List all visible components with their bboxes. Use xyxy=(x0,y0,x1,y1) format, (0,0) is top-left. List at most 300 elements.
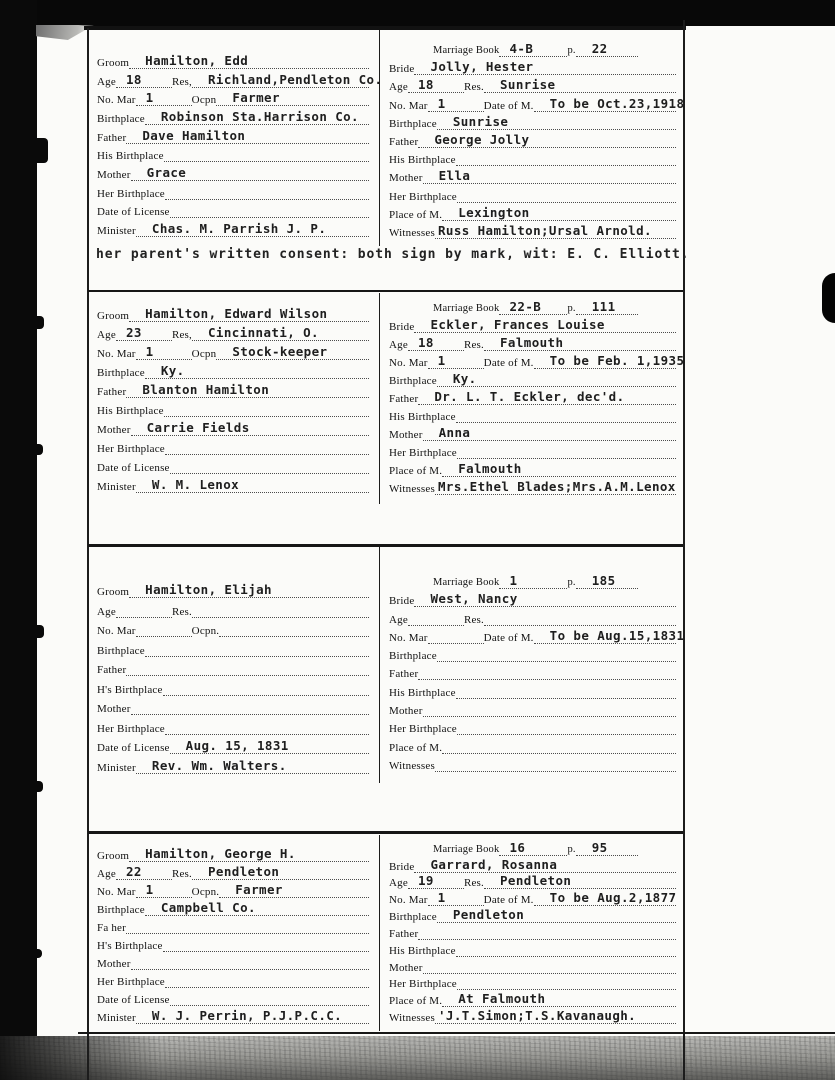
dotted-line xyxy=(145,645,369,657)
record-field-row xyxy=(389,58,676,75)
field-label: Res. xyxy=(171,868,192,880)
bride-column xyxy=(380,293,683,504)
record-field-row xyxy=(389,222,676,239)
dotted-line xyxy=(170,738,369,754)
dotted-line xyxy=(136,344,192,360)
field-value: Anna xyxy=(438,425,471,440)
field-label: Bride xyxy=(389,63,415,76)
dotted-line xyxy=(170,994,369,1006)
record-field-row xyxy=(389,718,676,735)
dotted-line xyxy=(428,353,484,369)
record-field-row xyxy=(97,145,369,162)
field-label: Minister xyxy=(97,224,136,237)
binding-mark xyxy=(0,781,43,792)
field-value: To be Oct.23,1918 xyxy=(549,95,685,111)
field-label: Father xyxy=(97,131,127,144)
edge-tab xyxy=(822,273,835,323)
field-label: His Birthplace xyxy=(389,154,456,167)
record-field-row xyxy=(97,438,369,455)
field-value: Farmer xyxy=(235,882,283,897)
record-field-row xyxy=(389,478,676,495)
field-label: Groom xyxy=(97,57,130,69)
record-field-row xyxy=(389,737,676,754)
field-value: Dave Hamilton xyxy=(142,127,246,143)
field-label: No. Mar xyxy=(389,99,428,112)
field-label: Witnesses xyxy=(389,226,435,239)
record-field-row xyxy=(389,167,676,184)
record-field-row xyxy=(97,201,369,218)
field-value: Pendleton xyxy=(452,907,525,923)
field-value: Sunrise xyxy=(500,77,556,93)
field-label: Father xyxy=(389,135,419,148)
dotted-line xyxy=(576,41,638,57)
record-field-row xyxy=(389,186,676,203)
dotted-line xyxy=(165,443,369,455)
dotted-line xyxy=(499,839,567,856)
dotted-line xyxy=(126,127,369,144)
dotted-line xyxy=(136,625,192,637)
record-field-row xyxy=(389,889,676,906)
record-field-row xyxy=(389,370,676,387)
dotted-line xyxy=(136,90,192,106)
dotted-line xyxy=(414,591,676,607)
record-field-row xyxy=(389,442,676,459)
dotted-line xyxy=(414,317,676,333)
field-value: Ella xyxy=(438,168,471,184)
record-field-row xyxy=(389,856,676,873)
record-field-row xyxy=(97,220,369,237)
field-value: Lexington xyxy=(458,204,530,220)
dotted-line xyxy=(418,668,676,680)
record-field-row xyxy=(97,419,369,436)
dotted-line xyxy=(216,344,369,360)
scan-top-edge xyxy=(0,0,835,26)
field-label: H's Birthplace xyxy=(97,940,163,952)
binding-mark xyxy=(0,316,44,329)
dotted-line xyxy=(116,606,172,618)
record-field-row xyxy=(97,183,369,200)
record-field-row xyxy=(97,164,369,181)
field-label: Date of M. xyxy=(483,631,534,644)
field-label: Witnesses xyxy=(389,1011,435,1024)
field-label: Ocpn xyxy=(191,94,217,107)
record-field-row xyxy=(389,204,676,221)
dotted-line xyxy=(219,625,369,637)
field-value: 18 xyxy=(417,77,434,93)
dotted-line xyxy=(145,363,369,379)
marriage-record-card xyxy=(89,547,683,783)
field-value: West, Nancy xyxy=(430,591,518,607)
field-label: Res, xyxy=(171,75,192,88)
field-label: Father xyxy=(97,664,127,677)
record-field-row xyxy=(389,957,676,974)
bride-column xyxy=(380,30,683,246)
dotted-line xyxy=(164,405,369,417)
field-label: His Birthplace xyxy=(389,686,456,699)
field-label: Ocpn xyxy=(191,348,217,360)
field-label: No. Mar xyxy=(389,631,428,644)
dotted-line xyxy=(192,864,369,880)
dotted-line xyxy=(129,846,369,862)
field-value: At Falmouth xyxy=(458,991,546,1007)
record-field-row xyxy=(389,424,676,441)
record-field-row xyxy=(389,131,676,148)
field-value: Falmouth xyxy=(500,335,564,350)
record-divider xyxy=(88,290,683,292)
marriage-record-card xyxy=(89,293,683,504)
field-value: 1 xyxy=(437,353,446,368)
dotted-line xyxy=(136,757,369,774)
record-field-row xyxy=(389,923,676,940)
groom-column xyxy=(89,547,380,783)
field-label: p. xyxy=(567,843,576,855)
field-label: Age xyxy=(97,605,116,618)
record-field-row xyxy=(97,640,369,657)
field-value: Robinson Sta.Harrison Co. xyxy=(160,108,359,124)
field-label: Bride xyxy=(389,321,415,333)
dotted-line xyxy=(192,71,383,88)
record-field-row xyxy=(97,581,369,598)
field-label: Place of M. xyxy=(389,208,443,221)
record-field-row xyxy=(389,316,676,333)
record-field-row xyxy=(97,381,369,398)
field-label: Birthplace xyxy=(389,911,437,924)
field-value: Ky. xyxy=(160,363,185,378)
dotted-line xyxy=(423,168,676,184)
record-field-row xyxy=(97,305,369,322)
record-frame-right xyxy=(683,20,685,1080)
field-value: Hamilton, Elijah xyxy=(145,582,272,597)
record-field-row xyxy=(389,95,685,112)
field-label: Bride xyxy=(389,595,415,608)
record-field-row xyxy=(97,971,369,988)
field-value: W. J. Perrin, P.J.P.C.C. xyxy=(151,1008,343,1023)
field-label: Birthplace xyxy=(97,367,145,379)
record-field-row xyxy=(389,906,676,923)
record-field-row xyxy=(389,700,676,717)
dotted-line xyxy=(136,220,369,237)
field-value: Pendleton xyxy=(500,873,572,889)
dotted-line xyxy=(163,684,369,696)
field-label: Ocpn. xyxy=(191,886,220,898)
dotted-line xyxy=(442,461,676,477)
record-field-row xyxy=(389,1007,676,1024)
field-label: Minister xyxy=(97,481,136,493)
dotted-line xyxy=(576,299,638,315)
dotted-line xyxy=(408,77,464,93)
field-value: Grace xyxy=(146,164,187,180)
dotted-line xyxy=(435,1007,676,1024)
record-field-row xyxy=(97,679,369,696)
dotted-line xyxy=(216,90,369,106)
field-label: p. xyxy=(567,577,576,588)
record-field-row xyxy=(389,113,676,130)
field-label: Mother xyxy=(389,172,423,185)
field-label: Age xyxy=(97,329,116,341)
field-label: Date of License xyxy=(97,742,170,755)
record-field-row xyxy=(97,127,369,144)
field-label: Res. xyxy=(463,81,484,94)
binding-mark xyxy=(0,949,42,958)
record-field-row xyxy=(389,406,676,423)
dotted-line xyxy=(414,856,676,873)
dotted-line xyxy=(437,650,676,662)
record-field-row xyxy=(389,940,676,957)
bride-column xyxy=(380,547,683,783)
dotted-line xyxy=(437,907,676,923)
field-label: Res. xyxy=(463,339,484,351)
field-label: Place of M. xyxy=(389,995,443,1008)
field-value: 185 xyxy=(591,573,616,588)
dotted-line xyxy=(136,882,192,898)
field-label: No. Mar xyxy=(389,357,428,369)
record-field-row xyxy=(389,298,676,315)
record-field-row xyxy=(97,52,369,69)
field-value: Rev. Wm. Walters. xyxy=(151,757,287,773)
field-value: 'J.T.Simon;T.S.Kavanaugh. xyxy=(437,1007,637,1023)
field-value: Hamilton, George H. xyxy=(145,846,296,861)
record-field-row xyxy=(389,873,676,890)
record-field-row xyxy=(97,953,369,970)
dotted-line xyxy=(131,420,369,436)
record-field-row xyxy=(97,757,369,774)
marriage-record-card xyxy=(89,30,683,246)
record-field-row xyxy=(97,108,369,125)
field-value: Jolly, Hester xyxy=(430,59,534,75)
record-field-row xyxy=(97,89,369,106)
dotted-line xyxy=(576,573,638,589)
scan-bottom-left-shadow xyxy=(0,1036,160,1080)
field-label: Age xyxy=(389,613,408,626)
dotted-line xyxy=(484,77,676,93)
field-value: 4-B xyxy=(509,41,534,56)
dotted-line xyxy=(456,154,676,166)
record-field-row xyxy=(97,400,369,417)
field-label: Date of M. xyxy=(483,357,534,369)
field-label: His Birthplace xyxy=(97,150,164,163)
field-label: Birthplace xyxy=(97,644,145,657)
record-field-row xyxy=(389,460,676,477)
dotted-line xyxy=(457,978,676,990)
record-field-row xyxy=(97,324,369,341)
record-field-row xyxy=(97,601,369,618)
field-label: Her Birthplace xyxy=(97,976,165,988)
binding-mark xyxy=(0,444,43,455)
field-value: 1 xyxy=(509,573,518,588)
dotted-line xyxy=(423,425,676,441)
dotted-line xyxy=(219,882,369,898)
dotted-line xyxy=(129,306,369,322)
field-label: His Birthplace xyxy=(389,411,456,423)
dotted-line xyxy=(131,164,369,181)
dotted-line xyxy=(423,705,676,717)
record-field-row xyxy=(389,352,685,369)
record-field-row xyxy=(389,663,676,680)
field-label: Witnesses xyxy=(389,759,435,772)
field-value: 18 xyxy=(125,71,142,87)
field-value: Chas. M. Parrish J. P. xyxy=(151,220,327,236)
field-value: 111 xyxy=(591,299,616,314)
field-value: 22 xyxy=(125,864,142,879)
field-label: Birthplace xyxy=(389,650,437,663)
field-label: No. Mar xyxy=(97,886,136,898)
bride-column xyxy=(380,835,683,1031)
dotted-line xyxy=(165,188,369,200)
field-value: Garrard, Rosanna xyxy=(430,856,558,872)
field-label: Mother xyxy=(97,168,131,181)
handwritten-consent-note: her parent's written consent: both sign by mark, wit: E. C. Elliott. xyxy=(96,247,690,262)
field-value: To be Aug.15,1831 xyxy=(549,627,685,643)
field-label: Father xyxy=(389,927,419,940)
dotted-line xyxy=(456,411,676,423)
field-label: Her Birthplace xyxy=(389,723,457,736)
field-value: Richland,Pendleton Co. xyxy=(208,71,383,87)
record-divider xyxy=(78,1032,835,1034)
field-label: Date of M. xyxy=(483,894,534,907)
field-label: His Birthplace xyxy=(389,944,456,957)
record-field-row xyxy=(97,737,369,754)
record-field-row xyxy=(97,863,369,880)
binding-mark xyxy=(0,138,48,163)
field-value: Ky. xyxy=(452,371,477,386)
field-label: No. Mar xyxy=(97,625,136,638)
groom-column xyxy=(89,293,380,504)
dotted-line xyxy=(408,873,464,889)
field-label: Bride xyxy=(389,860,415,873)
field-value: 22 xyxy=(591,41,608,56)
field-label: Marriage Book xyxy=(433,303,500,314)
dotted-line xyxy=(442,991,676,1007)
record-field-row xyxy=(389,645,676,662)
field-value: Hamilton, Edd xyxy=(145,53,249,68)
field-label: Witnesses xyxy=(389,483,435,495)
dotted-line xyxy=(126,922,369,934)
dotted-line xyxy=(408,335,464,351)
field-value: To be Feb. 1,1935 xyxy=(549,353,685,368)
field-label: Age xyxy=(97,868,116,880)
dotted-line xyxy=(576,839,638,856)
field-value: Campbell Co. xyxy=(160,900,256,915)
dotted-line xyxy=(435,222,676,239)
field-value: 1 xyxy=(145,882,154,897)
dotted-line xyxy=(170,206,369,218)
field-label: Mother xyxy=(389,705,423,718)
dotted-line xyxy=(418,928,676,940)
record-field-row xyxy=(389,76,676,93)
record-field-row xyxy=(97,620,369,637)
field-value: Blanton Hamilton xyxy=(142,382,270,397)
field-value: 19 xyxy=(417,873,434,889)
record-field-row xyxy=(389,334,676,351)
dotted-line xyxy=(192,606,369,618)
dotted-line xyxy=(435,479,676,495)
field-value: Eckler, Frances Louise xyxy=(430,317,605,332)
field-label: Father xyxy=(389,393,419,405)
field-value: 1 xyxy=(145,90,154,106)
field-value: Farmer xyxy=(232,90,280,106)
dotted-line xyxy=(131,703,369,715)
binding-mark xyxy=(0,625,44,638)
dotted-line xyxy=(428,890,484,906)
field-label: Father xyxy=(389,668,419,681)
dotted-line xyxy=(457,191,676,203)
field-label: Birthplace xyxy=(97,112,145,125)
field-value: 16 xyxy=(509,839,526,855)
dotted-line xyxy=(145,900,369,916)
field-value: 23 xyxy=(125,325,142,340)
dotted-line xyxy=(136,477,369,493)
field-label: Birthplace xyxy=(97,904,145,916)
field-value: Aug. 15, 1831 xyxy=(185,738,289,754)
record-field-row xyxy=(97,989,369,1006)
dotted-line xyxy=(165,976,369,988)
field-value: Dr. L. T. Eckler, dec'd. xyxy=(434,389,625,404)
field-value: Sunrise xyxy=(452,113,509,129)
field-label: Marriage Book xyxy=(433,45,500,56)
field-value: Falmouth xyxy=(458,461,522,476)
record-field-row xyxy=(389,590,676,607)
record-field-row xyxy=(97,698,369,715)
field-value: 1 xyxy=(437,95,446,111)
record-field-row xyxy=(97,718,369,735)
field-label: Mother xyxy=(389,429,423,441)
dotted-line xyxy=(456,945,676,957)
dotted-line xyxy=(131,958,369,970)
field-value: Hamilton, Edward Wilson xyxy=(145,306,328,321)
field-label: Her Birthplace xyxy=(97,722,165,735)
groom-column xyxy=(89,835,380,1031)
dotted-line xyxy=(408,614,464,626)
field-value: To be Aug.2,1877 xyxy=(549,890,677,906)
dotted-line xyxy=(126,382,369,398)
dotted-line xyxy=(499,299,567,315)
field-label: Her Birthplace xyxy=(389,190,457,203)
dotted-line xyxy=(170,462,369,474)
record-field-row xyxy=(97,362,369,379)
field-label: Groom xyxy=(97,310,130,322)
dotted-line xyxy=(457,723,676,735)
field-label: Her Birthplace xyxy=(389,978,457,991)
record-field-row xyxy=(389,627,685,644)
record-field-row xyxy=(389,149,676,166)
record-field-row xyxy=(97,845,369,862)
field-label: Date of License xyxy=(97,994,170,1006)
field-label: His Birthplace xyxy=(97,405,164,417)
field-label: Age xyxy=(389,81,408,94)
dotted-line xyxy=(129,53,369,69)
field-label: Marriage Book xyxy=(433,843,500,855)
record-field-row xyxy=(389,974,676,991)
record-field-row xyxy=(97,935,369,952)
dotted-line xyxy=(428,95,484,112)
field-label: H's Birthplace xyxy=(97,683,163,696)
field-label: Date of License xyxy=(97,206,170,219)
dotted-line xyxy=(442,204,676,221)
field-value: 18 xyxy=(417,335,434,350)
field-value: 1 xyxy=(145,344,154,359)
field-label: Groom xyxy=(97,586,130,598)
record-field-row xyxy=(97,1007,369,1024)
record-field-row xyxy=(389,682,676,699)
dotted-line xyxy=(163,940,369,952)
dotted-line xyxy=(534,627,685,644)
dotted-line xyxy=(136,1008,369,1024)
record-field-row xyxy=(389,40,676,57)
field-label: Mother xyxy=(97,958,131,970)
field-label: Her Birthplace xyxy=(97,443,165,455)
field-value: 22-B xyxy=(509,299,542,314)
field-label: Ocpn. xyxy=(191,625,220,638)
